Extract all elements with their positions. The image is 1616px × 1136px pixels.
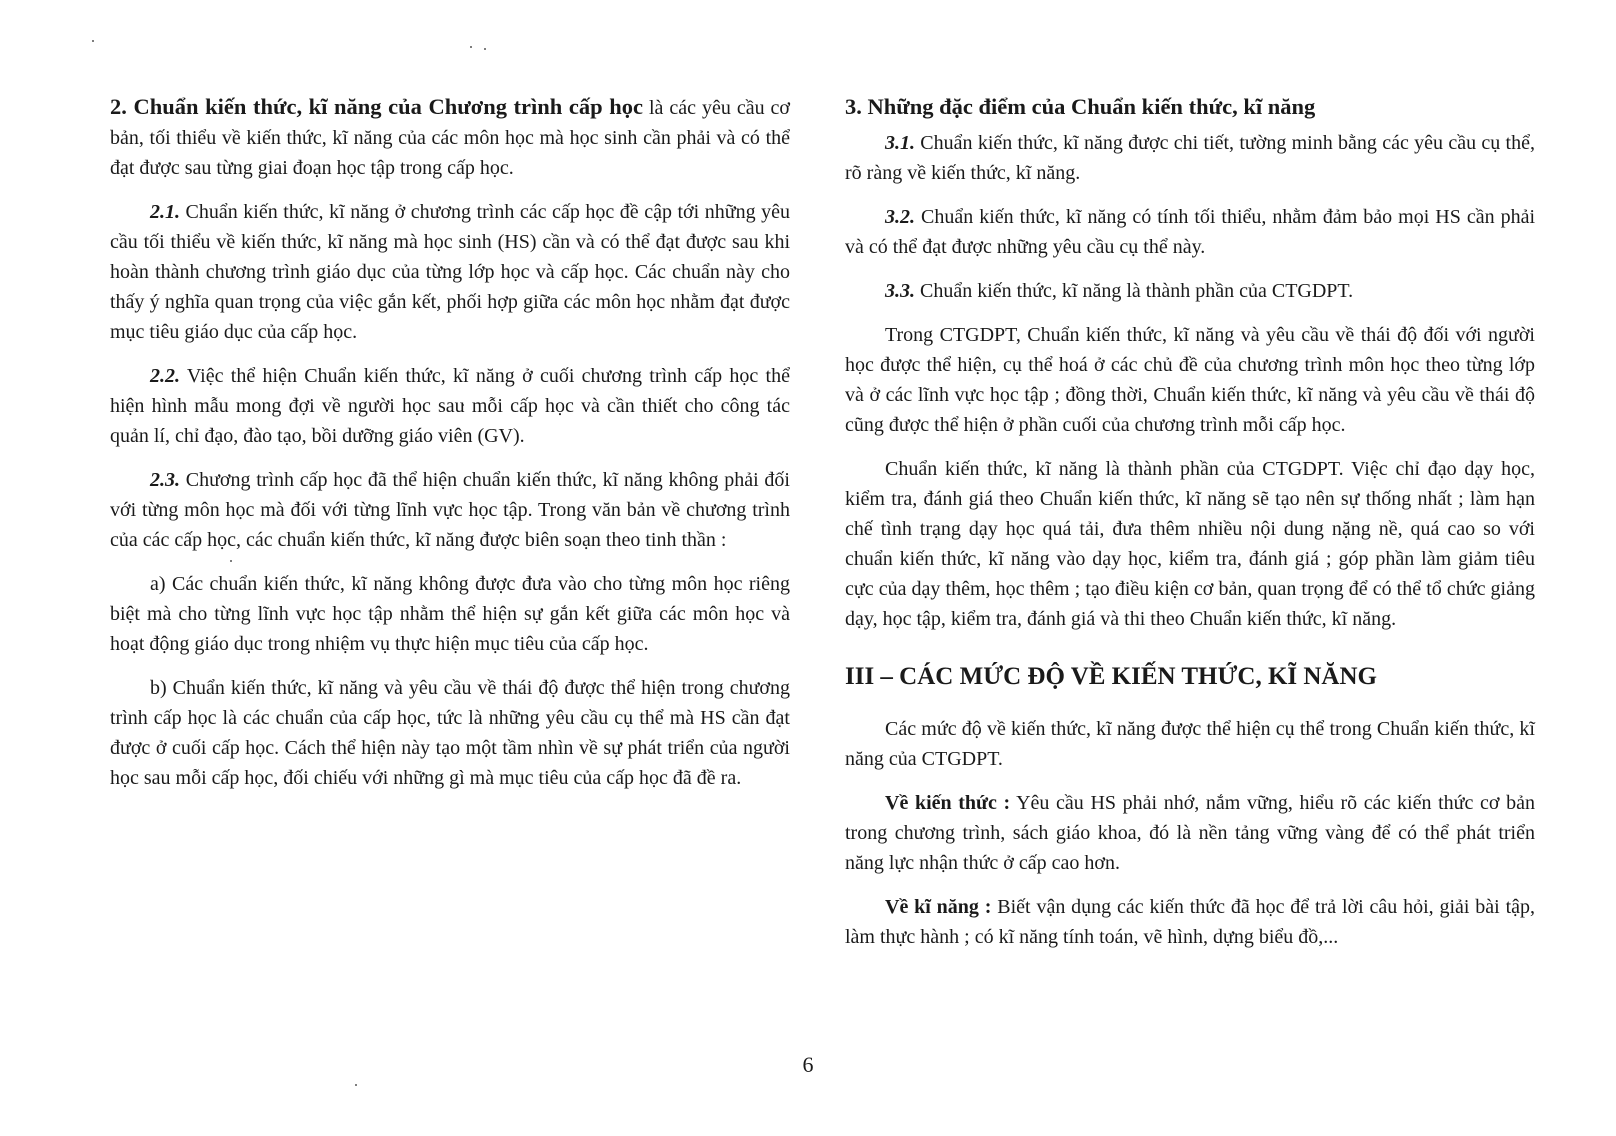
right-column <box>845 92 1535 966</box>
paragraph-2-1 <box>110 197 790 347</box>
paragraph-2-2 <box>110 361 790 451</box>
page-number: 6 <box>802 1052 814 1077</box>
paragraph-text: Yêu cầu HS phải nhớ, nắm vững, hiểu rõ các kiến thức cơ bản trong chương trình, sách giáo khoa, đó là nền tảng vững vàng để có thể phát triển năng lực nhận thức ở cấp cao hơn. <box>845 792 1535 874</box>
paragraph-text: Chuẩn kiến thức, kĩ năng là thành phần của CTGDPT. <box>915 280 1354 302</box>
item-number: 3.1. <box>885 132 915 154</box>
scan-speck <box>355 1084 357 1086</box>
scan-speck <box>470 46 472 48</box>
paragraph-3-3 <box>845 276 1535 306</box>
paragraph-text: Chuẩn kiến thức, kĩ năng được chi tiết, tường minh bằng các yêu cầu cụ thể, rõ ràng về kiến thức, kĩ năng. <box>845 132 1535 184</box>
paragraph-b: b) Chuẩn kiến thức, kĩ năng và yêu cầu về thái độ được thể hiện trong chương trình cấp học là các chuẩn của cấp học, tức là những yêu cầu cụ thể mà HS cần đạt được ở cuối cấp học. Cách thể hiện này tạo một tầm nhìn về sự phát triển của người học sau mỗi cấp học, đối chiếu với những gì mà mục tiêu của cấp học đã đề ra. <box>110 677 790 789</box>
paragraph-text: Việc thể hiện Chuẩn kiến thức, kĩ năng ở cuối chương trình cấp học thể hiện hình mẫu mong đợi về người học sau mỗi cấp học và cần thiết cho công tác quản lí, chỉ đạo, đào tạo, bồi dưỡng giáo viên (GV). <box>110 365 790 447</box>
heading-3: 3. Những đặc điểm của Chuẩn kiến thức, kĩ năng <box>845 94 1316 119</box>
heading-2: 2. Chuẩn kiến thức, kĩ năng của Chương trình cấp học <box>110 94 644 119</box>
paragraph-2-3 <box>110 465 790 555</box>
paragraph-text: Biết vận dụng các kiến thức đã học để trả lời câu hỏi, giải bài tập, làm thực hành ; có kĩ năng tính toán, vẽ hình, dựng biểu đồ,... <box>845 896 1535 948</box>
paragraph-text: Chuẩn kiến thức, kĩ năng có tính tối thiểu, nhằm đảm bảo mọi HS cần phải và có thể đạt được những yêu cầu cụ thể này. <box>845 206 1535 258</box>
term-label: Về kiến thức : <box>885 792 1011 814</box>
paragraph-a: a) Các chuẩn kiến thức, kĩ năng không được đưa vào cho từng môn học riêng biệt mà cho từng lĩnh vực học tập nhằm thể hiện sự gắn kết giữa các môn học và hoạt động giáo dục trong nhiệm vụ thực hiện mục tiêu của cấp học. <box>110 573 790 655</box>
paragraph-trong-ctgdpt: Trong CTGDPT, Chuẩn kiến thức, kĩ năng và yêu cầu về thái độ đối với người học được thể hiện, cụ thể hoá ở các chủ đề của chương trình môn học theo từng lớp và ở các lĩnh vực học tập ; đồng thời, Chuẩn kiến thức, kĩ năng và yêu cầu về thái độ cũng được thể hiện ở phần cuối của chương trình mỗi cấp học. <box>845 324 1535 436</box>
item-number: 3.3. <box>885 280 915 302</box>
paragraph-text: Chương trình cấp học đã thể hiện chuẩn kiến thức, kĩ năng không phải đối với từng môn học mà đối với từng lĩnh vực học tập. Trong văn bản về chương trình của các cấp học, các chuẩn kiến thức, kĩ năng được biên soạn theo tinh thần : <box>110 469 790 551</box>
item-number: 2.2. <box>150 365 180 387</box>
scan-speck <box>92 40 94 42</box>
paragraph-2 <box>110 92 790 183</box>
section-heading-iii: III – CÁC MỨC ĐỘ VỀ KIẾN THỨC, KĨ NĂNG <box>845 663 1377 690</box>
paragraph-ve-kien-thuc <box>845 788 1535 878</box>
paragraph-2-text: là các yêu cầu cơ bản, tối thiểu về kiến thức, kĩ năng của các môn học mà học sinh cần phải và có thể đạt được sau từng giai đoạn học tập trong cấp học. <box>110 97 790 179</box>
item-number: 3.2. <box>885 206 915 228</box>
paragraph-3-2 <box>845 202 1535 262</box>
item-number: 2.3. <box>150 469 180 491</box>
paragraph-text: Chuẩn kiến thức, kĩ năng ở chương trình các cấp học đề cập tới những yêu cầu tối thiểu về kiến thức, kĩ năng mà học sinh (HS) cần và có thể đạt được sau khi hoàn thành chương trình giáo dục của từng lớp học và cấp học. Các chuẩn này cho thấy ý nghĩa quan trọng của việc gắn kết, phối hợp giữa các môn học nhằm đạt được mục tiêu giáo dục của cấp học. <box>110 201 790 343</box>
left-column <box>110 92 790 807</box>
paragraph-ve-ki-nang <box>845 892 1535 952</box>
paragraph-chuan: Chuẩn kiến thức, kĩ năng là thành phần của CTGDPT. Việc chỉ đạo dạy học, kiểm tra, đánh giá theo Chuẩn kiến thức, kĩ năng sẽ tạo nên sự thống nhất ; làm hạn chế tình trạng dạy học quá tải, đưa thêm nhiều nội dung nặng nề, quá cao so với chuẩn kiến thức, kĩ năng vào dạy học, kiểm tra, đánh giá ; góp phần làm giảm tiêu cực của dạy thêm, học thêm ; tạo điều kiện cơ bản, quan trọng để có thể tổ chức giảng dạy, học tập, kiểm tra, đánh giá và thi theo Chuẩn kiến thức, kĩ năng. <box>845 458 1535 630</box>
paragraph-muc-do: Các mức độ về kiến thức, kĩ năng được thể hiện cụ thể trong Chuẩn kiến thức, kĩ năng của CTGDPT. <box>845 718 1535 770</box>
paragraph-3-1 <box>845 128 1535 188</box>
scan-speck <box>484 48 486 50</box>
term-label: Về kĩ năng : <box>885 896 992 918</box>
item-number: 2.1. <box>150 201 180 223</box>
